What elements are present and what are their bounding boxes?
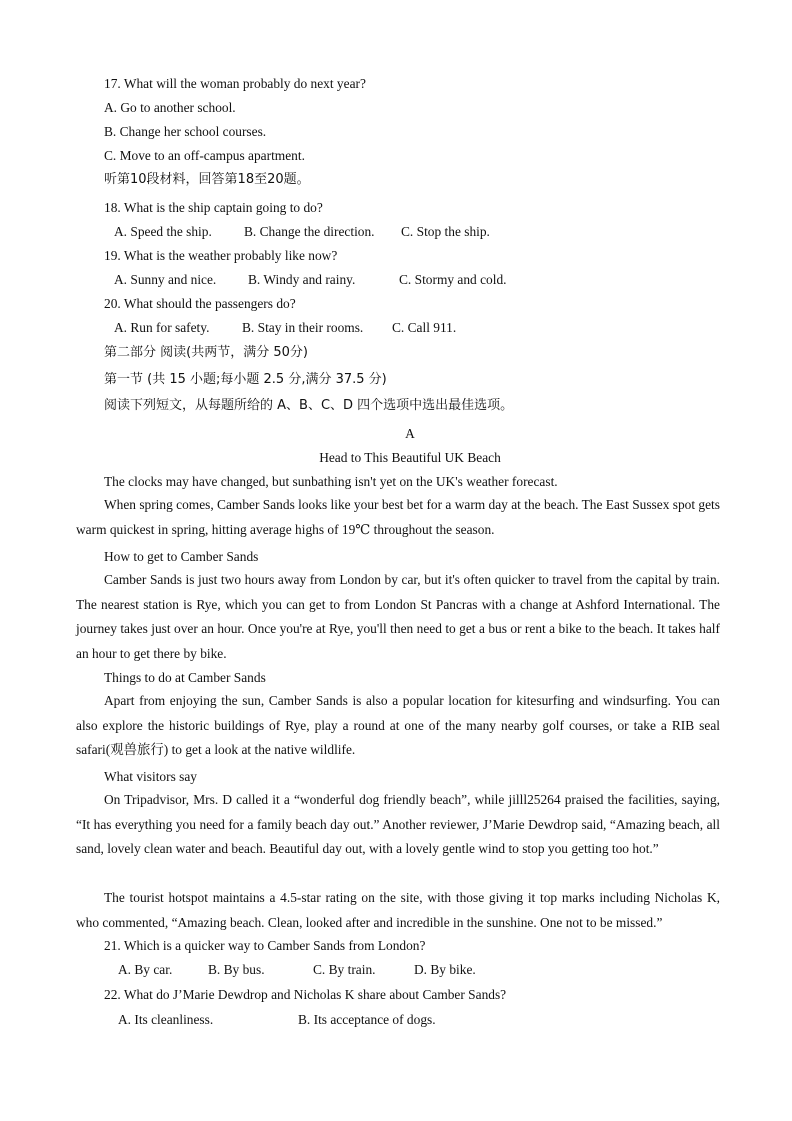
subheading-visitors-say: What visitors say (104, 769, 197, 784)
q18-option-c: C. Stop the ship. (401, 224, 490, 239)
paragraph-6: The tourist hotspot maintains a 4.5-star rating on the site, with those giving it top marks including Nicholas K, who commented, “Amazing beach. Clean, looked after and incredible in the sunshine. One not to be missed.” (76, 890, 720, 930)
q18-option-b: B. Change the direction. (244, 224, 375, 239)
q21-option-d: D. By bike. (414, 962, 476, 977)
q19-option-b: B. Windy and rainy. (248, 272, 356, 287)
q19-question: 19. What is the weather probably like now? (104, 248, 338, 263)
q20-option-c: C. Call 911. (392, 320, 457, 335)
q17-option-b: B. Change her school courses. (104, 124, 267, 139)
q20-option-a: A. Run for safety. (114, 320, 210, 335)
q19-option-a: A. Sunny and nice. (114, 272, 217, 287)
q17-option-a: A. Go to another school. (104, 100, 236, 115)
q21-option-b: B. By bus. (208, 962, 265, 977)
q22-question: 22. What do J’Marie Dewdrop and Nicholas K share about Camber Sands? (104, 987, 507, 1002)
section-heading: 第一节 (共 15 小题;每小题 2.5 分,满分 37.5 分) (104, 372, 387, 387)
q21-option-c: C. By train. (313, 962, 376, 977)
paragraph-4: Apart from enjoying the sun, Camber Sands is also a popular location for kitesurfing and windsurfing. You can also explore the historic buildings of Rye, play a round at one of the many nearby golf courses, or take a RIB seal safari(观兽旅行) to get a look at the native wildlife. (76, 693, 720, 758)
paragraph-3: Camber Sands is just two hours away from London by car, but it's often quicker to travel from the capital by train. The nearest station is Rye, which you can get to from London St Pancras with a change at Ashford International. The journey takes just over an hour. Once you're at Rye, you'll then need to get a bus or rent a bike to the beach. It takes half an hour to get there by bike. (76, 572, 720, 662)
q22-option-a: A. Its cleanliness. (118, 1012, 214, 1027)
q18-option-a: A. Speed the ship. (114, 224, 212, 239)
subheading-how-to-get: How to get to Camber Sands (104, 549, 259, 564)
passage-title: Head to This Beautiful UK Beach (319, 450, 501, 465)
subheading-things-to-do: Things to do at Camber Sands (104, 670, 266, 685)
q21-option-a: A. By car. (118, 962, 173, 977)
paragraph-1: The clocks may have changed, but sunbathing isn't yet on the UK's weather forecast. (104, 474, 558, 489)
paragraph-5: On Tripadvisor, Mrs. D called it a “wonderful dog friendly beach”, while jilll25264 praised the facilities, saying, “It has everything you need for a family beach day out.” Another reviewer, J’Marie Dewdrop said, “Amazing beach, all sand, lovely clean water and beach. Beautiful day out, with a lovely gentle wind to stop you getting too hot.” (76, 792, 720, 857)
q21-question: 21. Which is a quicker way to Camber Sands from London? (104, 938, 426, 953)
q22-option-b: B. Its acceptance of dogs. (298, 1012, 436, 1027)
part-heading: 第二部分 阅读(共两节，满分 50分) (104, 345, 308, 360)
section10-instruction: 听第10段材料，回答第18至20题。 (104, 172, 310, 187)
q19-option-c: C. Stormy and cold. (399, 272, 507, 287)
passage-letter: A (405, 426, 415, 441)
q17-option-c: C. Move to an off-campus apartment. (104, 148, 305, 163)
reading-instruction: 阅读下列短文，从每题所给的 A、B、C、D 四个选项中选出最佳选项。 (104, 398, 514, 413)
q18-question: 18. What is the ship captain going to do? (104, 200, 323, 215)
q20-option-b: B. Stay in their rooms. (242, 320, 364, 335)
q17-question: 17. What will the woman probably do next year? (104, 76, 366, 91)
q20-question: 20. What should the passengers do? (104, 296, 296, 311)
paragraph-2: When spring comes, Camber Sands looks like your best bet for a warm day at the beach. The East Sussex spot gets warm quickest in spring, hitting average highs of 19℃ throughout the season. (76, 497, 720, 537)
